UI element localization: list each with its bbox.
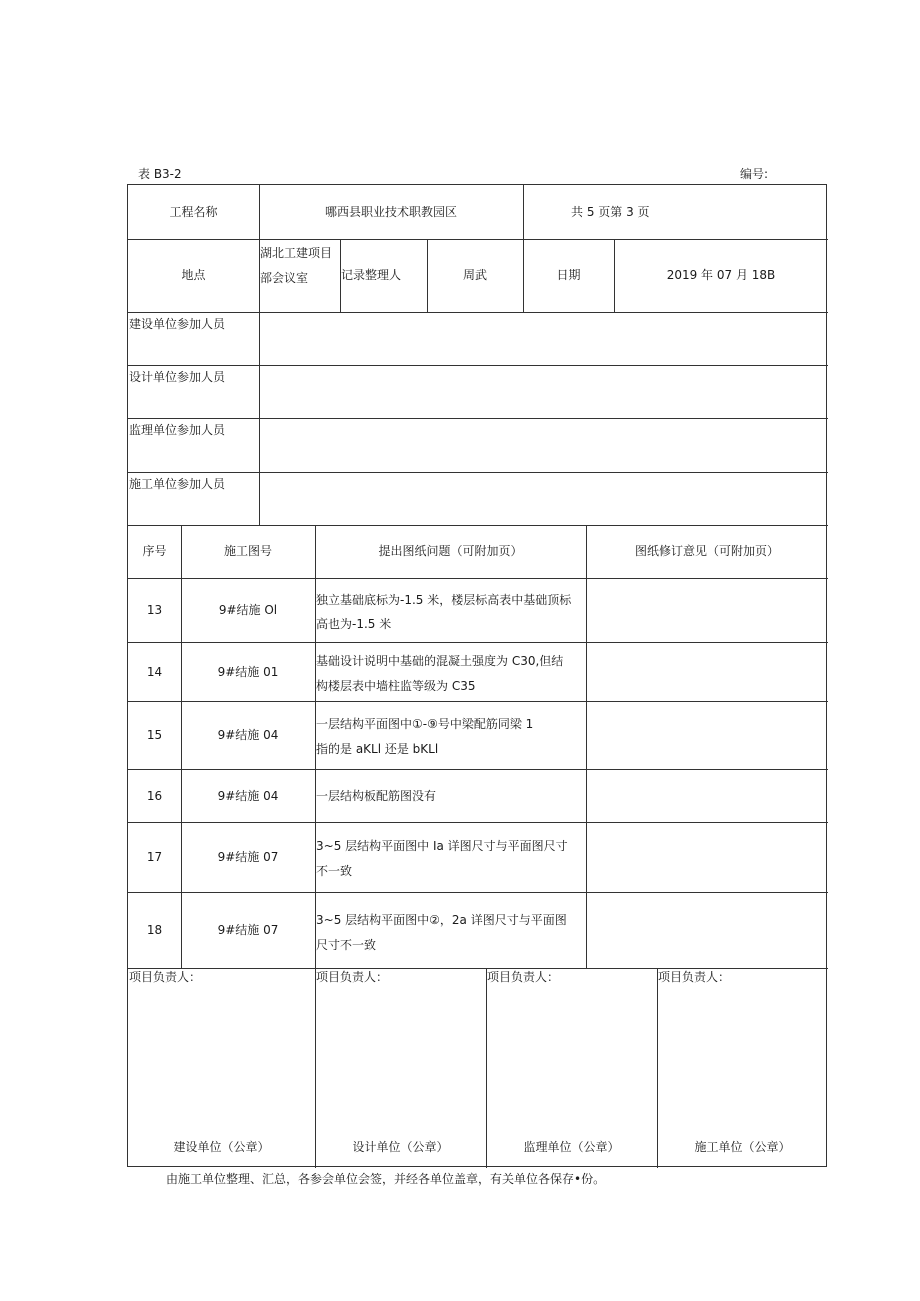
row-drawing: 9#结施 Ol: [218, 603, 278, 617]
rule: [128, 769, 828, 770]
row-no: 16: [146, 789, 163, 803]
rule: [259, 312, 260, 525]
row-no: 18: [146, 923, 163, 937]
signature-unit-label: 施工单位（公章）: [694, 1140, 791, 1154]
date-label: 日期: [556, 268, 581, 282]
rule: [128, 312, 828, 313]
signature-unit-label: 监理单位（公章）: [523, 1140, 620, 1154]
rule: [128, 642, 828, 643]
project-name-value: 哪西县职业技术职教园区: [324, 205, 457, 219]
signature-unit-label: 设计单位（公章）: [352, 1140, 449, 1154]
row-no: 17: [146, 850, 163, 864]
rule: [523, 185, 524, 239]
row-question-line: 尺寸不一致: [316, 938, 377, 952]
rule: [128, 892, 828, 893]
row-drawing: 9#结施 07: [217, 850, 279, 864]
row-question-line: 高也为-1.5 米: [316, 617, 392, 631]
col-header-drawing: 施工图号: [223, 544, 272, 558]
row-no: 15: [146, 728, 163, 742]
rule: [128, 701, 828, 702]
number-label: 编号:: [740, 167, 769, 181]
row-drawing: 9#结施 01: [217, 665, 279, 679]
location-label: 地点: [181, 268, 206, 282]
row-question-line: 3~5 层结构平面图中 Ia 详图尺寸与平面图尺寸: [316, 839, 568, 853]
date-value: 2019 年 07 月 18B: [666, 268, 776, 282]
row-question-line: 构楼层表中墙柱监等级为 C35: [316, 679, 476, 693]
participant-label: 设计单位参加人员: [129, 370, 226, 384]
form-code: 表 B3-2: [138, 167, 182, 181]
row-question-line: 指的是 aKLl 还是 bKLl: [316, 742, 439, 756]
col-header-revision: 图纸修订意见（可附加页）: [634, 544, 779, 558]
row-question-line: 3~5 层结构平面图中②，2a 详图尺寸与平面图: [316, 913, 567, 927]
rule: [181, 525, 182, 968]
row-question-line: 一层结构板配筋图没有: [316, 789, 437, 803]
location-value-line1: 湖北工建项目: [260, 246, 333, 260]
rule: [128, 239, 828, 240]
signature-unit-label: 建设单位（公章）: [173, 1140, 270, 1154]
footer-note: 由施工单位整理、汇总，各参会单位会签，并经各单位盖章，有关单位各保存•份。: [166, 1172, 606, 1186]
rule: [128, 472, 828, 473]
row-question-line: 不一致: [316, 864, 353, 878]
row-no: 13: [146, 603, 163, 617]
location-value-line2: 部会议室: [260, 271, 309, 285]
row-drawing: 9#结施 04: [217, 728, 279, 742]
participant-label: 监理单位参加人员: [129, 423, 226, 437]
recorder-value: 周武: [462, 268, 487, 282]
row-question-line: 一层结构平面图中①-⑨号中梁配筋同梁 1: [316, 717, 534, 731]
row-drawing: 9#结施 07: [217, 923, 279, 937]
col-header-no: 序号: [142, 544, 167, 558]
col-header-question: 提出图纸问题（可附加页）: [378, 544, 523, 558]
rule: [128, 365, 828, 366]
participant-label: 施工单位参加人员: [129, 477, 226, 491]
signature-person-label: 项目负责人：: [129, 970, 202, 984]
meeting-record-table: [127, 184, 827, 1167]
recorder-label: 记录整理人: [341, 268, 402, 282]
signature-person-label: 项目负责人：: [316, 970, 389, 984]
row-question-line: 独立基础底标为-1.5 米，楼层标高表中基础顶标: [316, 593, 572, 607]
row-no: 14: [146, 665, 163, 679]
signature-person-label: 项目负责人：: [658, 970, 731, 984]
row-question-line: 基础设计说明中基础的混凝土强度为 C30,但结: [316, 654, 564, 668]
rule: [586, 525, 587, 968]
row-drawing: 9#结施 04: [217, 789, 279, 803]
participant-label: 建设单位参加人员: [129, 317, 226, 331]
rule: [128, 525, 828, 526]
signature-person-label: 项目负责人：: [487, 970, 560, 984]
project-name-label: 工程名称: [169, 205, 218, 219]
rule: [128, 822, 828, 823]
rule: [128, 418, 828, 419]
page-info: 共 5 页第 3 页: [571, 205, 650, 219]
rule: [128, 578, 828, 579]
